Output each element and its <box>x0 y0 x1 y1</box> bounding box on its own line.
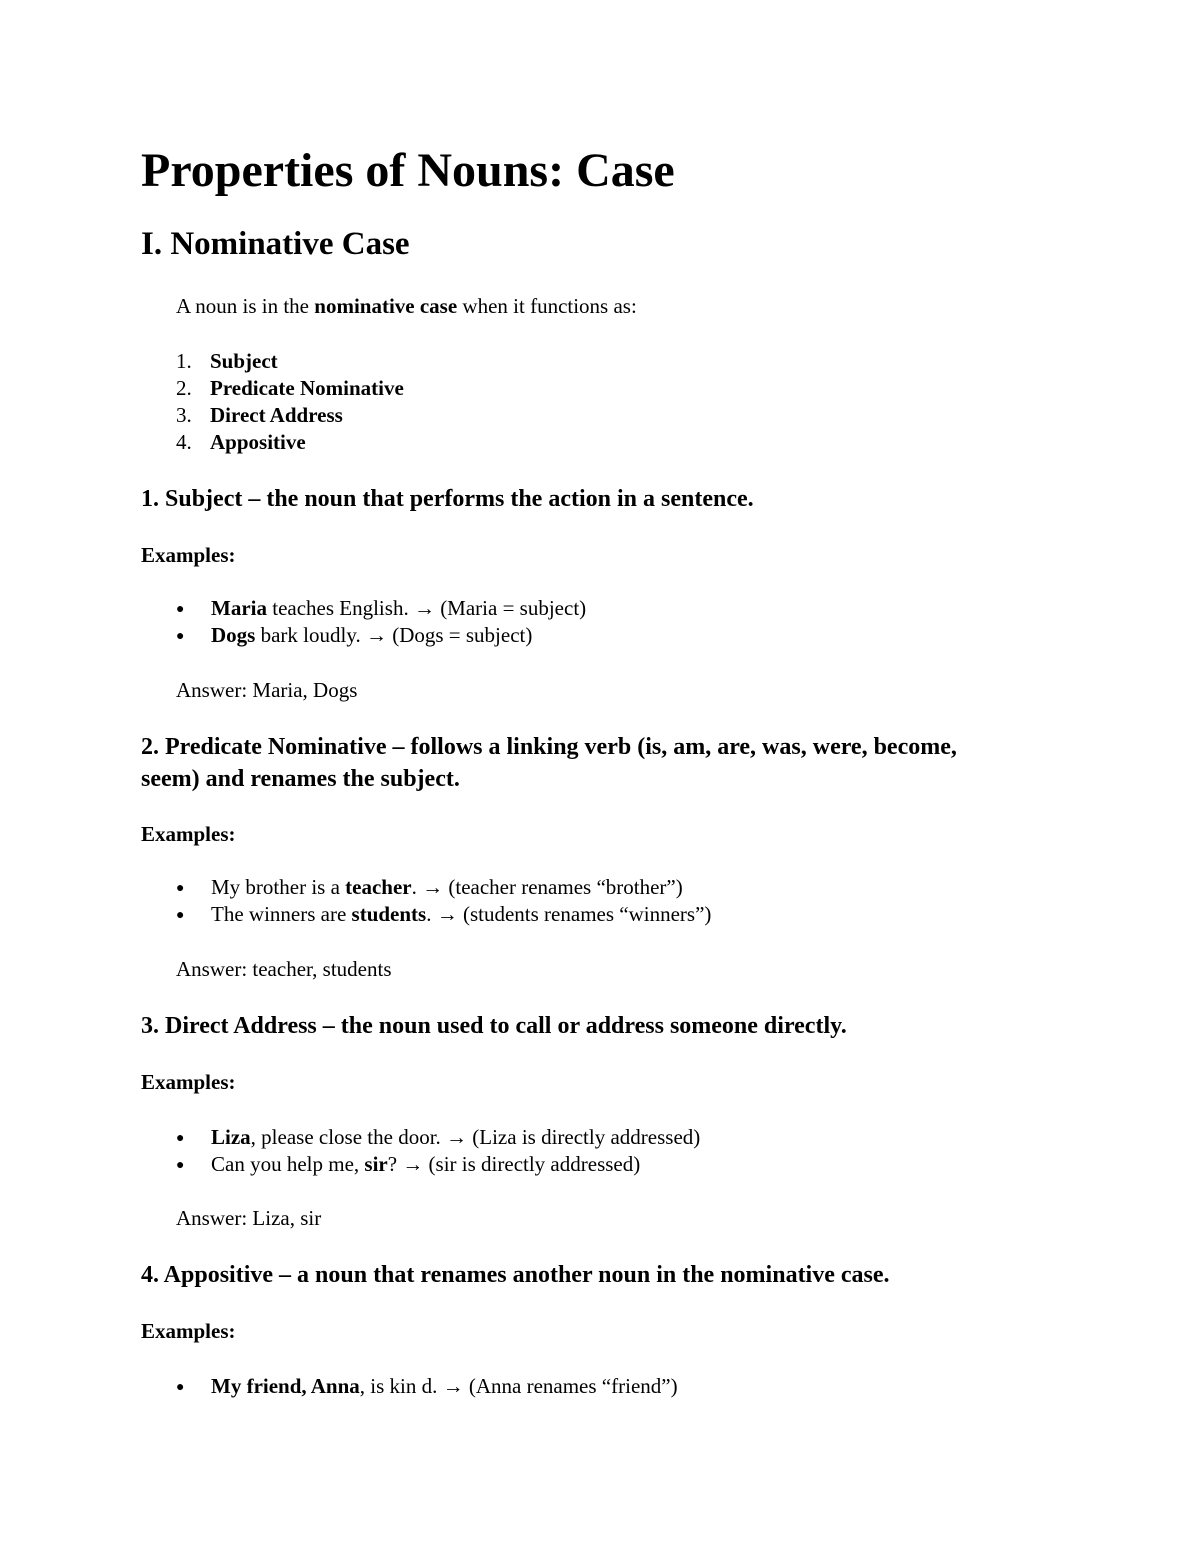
function-list-item <box>176 402 343 429</box>
example-item <box>176 874 683 904</box>
example-bold: teacher <box>345 875 412 899</box>
bullet-icon <box>176 902 211 929</box>
example-pre: The winners are <box>211 902 352 926</box>
subject-heading: 1. Subject – the noun that performs the action in a sentence. <box>141 486 754 512</box>
function-list-item <box>176 429 306 456</box>
example-bold: Dogs <box>211 623 256 647</box>
function-label: Subject <box>210 349 278 373</box>
example-post: . → (students renames “winners”) <box>426 902 712 926</box>
direct-address-answer: Answer: Liza, sir <box>176 1206 322 1230</box>
bullet-icon <box>176 1374 211 1401</box>
example-post: ? → (sir is directly addressed) <box>387 1152 641 1176</box>
example-bold: sir <box>364 1152 388 1176</box>
page-title: Properties of Nouns: Case <box>141 144 675 197</box>
intro-bold: nominative case <box>314 294 458 318</box>
example-pre: My brother is a <box>211 875 346 899</box>
function-list-item <box>176 375 404 402</box>
example-bold: Maria <box>211 596 267 620</box>
predicate-heading-line1: 2. Predicate Nominative – follows a linking verb (is, am, are, was, were, become, <box>141 734 957 760</box>
function-list-item <box>176 348 278 375</box>
predicate-heading-line2: seem) and renames the subject. <box>141 766 460 792</box>
bullet-icon <box>176 1152 211 1179</box>
appositive-heading: 4. Appositive – a noun that renames another noun in the nominative case. <box>141 1262 890 1288</box>
list-number: 3. <box>176 403 192 427</box>
examples-label: Examples: <box>141 822 236 846</box>
function-label: Predicate Nominative <box>210 376 404 400</box>
example-item <box>176 901 711 931</box>
example-item <box>176 1151 640 1181</box>
list-number: 1. <box>176 349 192 373</box>
intro-pre: A noun is in the <box>176 294 315 318</box>
intro-post: when it functions as: <box>457 294 637 318</box>
example-item <box>176 1373 678 1403</box>
subject-answer: Answer: Maria, Dogs <box>176 678 358 702</box>
examples-label: Examples: <box>141 1319 236 1343</box>
example-bold: My friend, Anna <box>211 1374 360 1398</box>
function-label: Appositive <box>210 430 306 454</box>
section-heading: I. Nominative Case <box>141 226 410 262</box>
function-label: Direct Address <box>210 403 343 427</box>
example-item <box>176 1124 700 1154</box>
bullet-icon <box>176 875 211 902</box>
example-item <box>176 595 586 625</box>
intro-paragraph <box>176 293 637 320</box>
list-number: 4. <box>176 430 192 454</box>
example-post: , is kin d. → (Anna renames “friend”) <box>359 1374 678 1398</box>
examples-label: Examples: <box>141 543 236 567</box>
example-item <box>176 622 532 652</box>
example-bold: students <box>351 902 427 926</box>
example-pre: Can you help me, <box>211 1152 365 1176</box>
direct-address-heading: 3. Direct Address – the noun used to call or address someone directly. <box>141 1013 847 1039</box>
example-post: . → (teacher renames “brother”) <box>411 875 683 899</box>
list-number: 2. <box>176 376 192 400</box>
examples-label: Examples: <box>141 1070 236 1094</box>
bullet-icon <box>176 1125 211 1152</box>
example-post: , please close the door. → (Liza is directly addressed) <box>250 1125 701 1149</box>
example-rest: bark loudly. → (Dogs = subject) <box>255 623 533 647</box>
predicate-answer: Answer: teacher, students <box>176 957 392 981</box>
example-bold: Liza <box>211 1125 251 1149</box>
bullet-icon <box>176 623 211 650</box>
example-rest: teaches English. → (Maria = subject) <box>266 596 587 620</box>
bullet-icon <box>176 596 211 623</box>
